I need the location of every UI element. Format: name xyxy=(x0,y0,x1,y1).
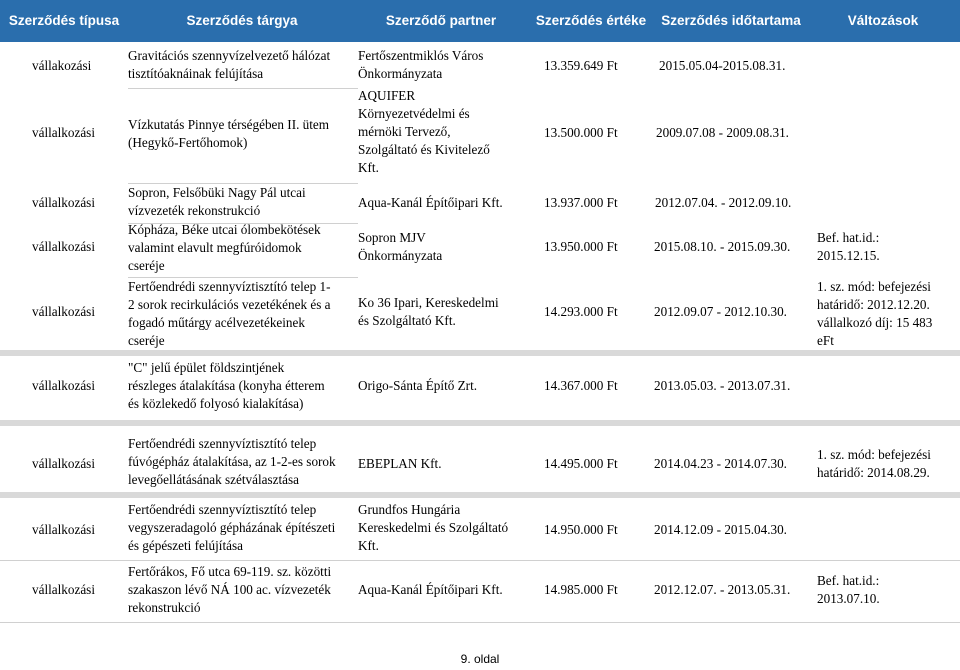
contract-partner-line: Szolgáltató és Kivitelező xyxy=(358,142,490,157)
contract-partner-line: Aqua-Kanál Építőipari Kft. xyxy=(358,195,503,210)
contract-changes-line: Bef. hat.id.: xyxy=(817,230,880,245)
contract-partner-line: Aqua-Kanál Építőipari Kft. xyxy=(358,582,503,597)
row-divider xyxy=(128,88,358,89)
row-divider xyxy=(0,622,960,623)
header-partner: Szerződő partner xyxy=(385,13,497,28)
contract-duration-cell: 2009.07.08 - 2009.08.31. xyxy=(656,125,789,140)
contract-duration-cell: 2014.12.09 - 2015.04.30. xyxy=(654,522,787,537)
contract-subject-line: "C" jelű épület földszintjének xyxy=(128,360,285,375)
header-changes: Változások xyxy=(847,13,919,28)
page-number: 9. oldal xyxy=(460,652,500,666)
header-type: Szerződés típusa xyxy=(8,13,120,28)
contract-changes-line: 1. sz. mód: befejezési xyxy=(817,447,931,462)
table-header xyxy=(0,0,960,42)
group-separator xyxy=(0,350,960,356)
contract-duration-cell: 2012.12.07. - 2013.05.31. xyxy=(654,582,791,597)
contract-subject-line: levegőellátásának szétválasztása xyxy=(128,472,299,487)
contract-type-cell: vállakozási xyxy=(32,58,92,73)
contract-duration-cell: 2013.05.03. - 2013.07.31. xyxy=(654,378,791,393)
contract-type-cell: vállalkozási xyxy=(32,582,95,597)
row-divider xyxy=(0,560,960,561)
contract-subject-line: vegyszeradagoló gépházának építészeti xyxy=(128,520,336,535)
contract-partner-line: Önkormányzata xyxy=(358,66,443,81)
contract-value-cell: 14.293.000 Ft xyxy=(544,304,618,319)
contract-subject-line: cseréje xyxy=(128,333,165,348)
contract-subject-line: Sopron, Felsőbüki Nagy Pál utcai xyxy=(128,185,306,200)
contract-subject-line: fúvógépház átalakítása, az 1-2-es sorok xyxy=(128,454,336,469)
contract-subject-line: részleges átalakítása (konyha étterem xyxy=(128,378,325,393)
contract-changes-line: 1. sz. mód: befejezési xyxy=(817,279,931,294)
contract-partner-line: Kereskedelmi és Szolgáltató xyxy=(358,520,509,535)
header-duration: Szerződés időtartama xyxy=(661,13,801,28)
contract-subject-line: Fertőendrédi szennyvíztisztító telep 1- xyxy=(128,279,331,294)
contract-subject-line: Fertőendrédi szennyvíztisztító telep xyxy=(128,502,317,517)
header-subject: Szerződés tárgya xyxy=(186,13,298,28)
contract-partner-line: mérnöki Tervező, xyxy=(358,124,451,139)
contract-partner-line: Fertőszentmiklós Város xyxy=(358,48,484,63)
contract-type-cell: vállalkozási xyxy=(32,304,95,319)
contract-partner-line: Ko 36 Ipari, Kereskedelmi xyxy=(358,295,499,310)
contract-subject-line: és közlekedő folyosó kialakítása) xyxy=(128,396,304,411)
contract-subject-line: Gravitációs szennyvízelvezető hálózat xyxy=(128,48,331,63)
contract-changes-line: 2013.07.10. xyxy=(817,591,880,606)
contract-subject-line: Fertőrákos, Fő utca 69-119. sz. közötti xyxy=(128,564,332,579)
contract-type-cell: vállalkozási xyxy=(32,125,95,140)
contract-partner-line: és Szolgáltató Kft. xyxy=(358,313,456,328)
contract-subject-line: cseréje xyxy=(128,258,165,273)
contract-changes-line: Bef. hat.id.: xyxy=(817,573,880,588)
contract-value-cell: 14.950.000 Ft xyxy=(544,522,618,537)
contract-changes-line: eFt xyxy=(817,333,834,348)
contract-subject-line: valamint elavult megfúróidomok xyxy=(128,240,302,255)
contract-partner-line: Környezetvédelmi és xyxy=(358,106,470,121)
contract-partner-line: Sopron MJV xyxy=(358,230,426,245)
contract-partner-line: Origo-Sánta Építő Zrt. xyxy=(358,378,478,393)
group-separator xyxy=(0,420,960,426)
contract-type-cell: vállalkozási xyxy=(32,378,95,393)
contract-partner-line: Kft. xyxy=(358,160,379,175)
contract-subject-line: 2 sorok recirkulációs vezetékének és a xyxy=(128,297,331,312)
contract-value-cell: 14.367.000 Ft xyxy=(544,378,618,393)
contract-subject-line: tisztítóaknáinak felújítása xyxy=(128,66,264,81)
contract-type-cell: vállalkozási xyxy=(32,456,95,471)
contract-value-cell: 13.359.649 Ft xyxy=(544,58,618,73)
contract-partner-line: EBEPLAN Kft. xyxy=(358,456,442,471)
contract-subject-line: vízvezeték rekonstrukció xyxy=(128,203,261,218)
contract-subject-line: Kópháza, Béke utcai ólombekötések xyxy=(128,222,321,237)
contract-duration-cell: 2014.04.23 - 2014.07.30. xyxy=(654,456,787,471)
contract-subject-line: rekonstrukció xyxy=(128,600,201,615)
contract-subject-line: és gépészeti felújítása xyxy=(128,538,243,553)
contract-duration-cell: 2015.05.04-2015.08.31. xyxy=(659,58,786,73)
contract-changes-line: vállalkozó díj: 15 483 xyxy=(817,315,933,330)
contract-value-cell: 14.495.000 Ft xyxy=(544,456,618,471)
contract-subject-line: Fertőendrédi szennyvíztisztító telep xyxy=(128,436,317,451)
contract-subject-line: fogadó műtárgy acélvezetékeinek xyxy=(128,315,305,330)
group-separator xyxy=(0,492,960,498)
contract-subject-line: szakaszon lévő NÁ 100 ac. vízvezeték xyxy=(128,582,331,597)
contract-type-cell: vállalkozási xyxy=(32,195,95,210)
contract-type-cell: vállalkozási xyxy=(32,239,95,254)
contract-subject-line: (Hegykő-Fertőhomok) xyxy=(128,135,248,150)
contract-partner-line: Grundfos Hungária xyxy=(358,502,461,517)
contract-value-cell: 14.985.000 Ft xyxy=(544,582,618,597)
contract-partner-line: Önkormányzata xyxy=(358,248,443,263)
header-value: Szerződés értéke xyxy=(535,13,647,28)
contract-duration-cell: 2012.09.07 - 2012.10.30. xyxy=(654,304,787,319)
contract-value-cell: 13.950.000 Ft xyxy=(544,239,618,254)
contract-type-cell: vállalkozási xyxy=(32,522,95,537)
contract-partner-line: AQUIFER xyxy=(358,88,416,103)
contract-value-cell: 13.937.000 Ft xyxy=(544,195,618,210)
contract-partner-line: Kft. xyxy=(358,538,379,553)
contract-value-cell: 13.500.000 Ft xyxy=(544,125,618,140)
contract-duration-cell: 2012.07.04. - 2012.09.10. xyxy=(655,195,792,210)
contract-duration-cell: 2015.08.10. - 2015.09.30. xyxy=(654,239,791,254)
contract-changes-line: határidő: 2014.08.29. xyxy=(817,465,930,480)
contract-changes-line: határidő: 2012.12.20. xyxy=(817,297,930,312)
contract-subject-line: Vízkutatás Pinnye térségében II. ütem xyxy=(128,117,330,132)
contract-changes-line: 2015.12.15. xyxy=(817,248,880,263)
